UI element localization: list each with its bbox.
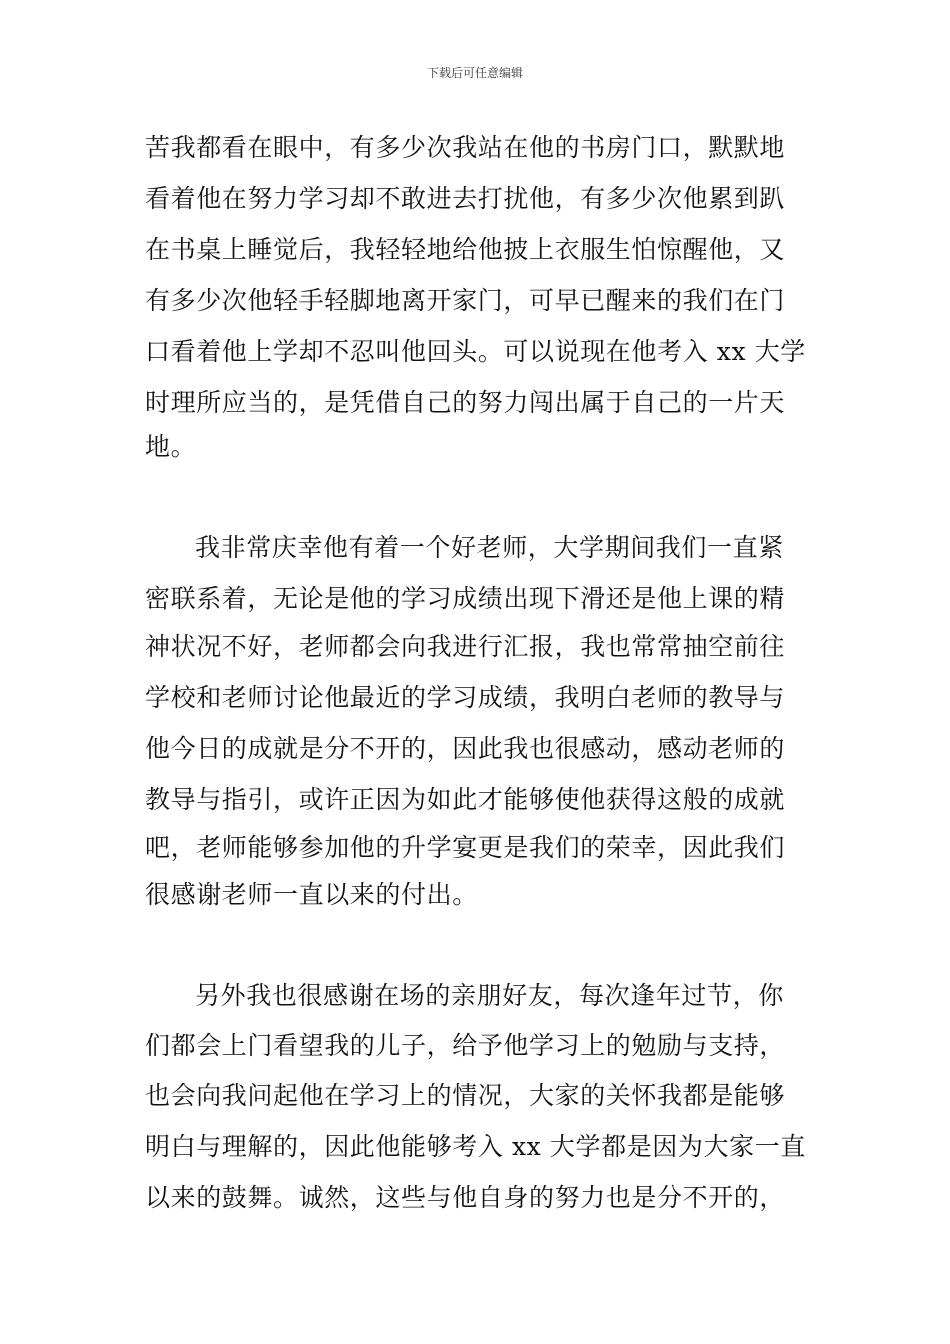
paragraph-2-line-5: 他今日的成就是分不开的，因此我也很感动，感动老师的 — [145, 734, 786, 763]
paragraph-1-line-7: 地。 — [145, 432, 197, 461]
paragraph-2-line-7: 吧，老师能够参加他的升学宴更是我们的荣幸，因此我们 — [145, 833, 786, 862]
paragraph-2-line-4: 学校和老师讨论他最近的学习成绩，我明白老师的教导与 — [145, 683, 786, 712]
paragraph-1-line-2: 看着他在努力学习却不敢进去打扰他，有多少次他累到趴 — [145, 184, 786, 213]
paragraph-3-line-5: 以来的鼓舞。诚然，这些与他自身的努力也是分不开的， — [145, 1183, 786, 1212]
paragraph-3-line-3: 也会向我问起他在学习上的情况，大家的关怀我都是能够 — [145, 1081, 786, 1110]
page-header: 下载后可任意编辑 — [426, 66, 523, 80]
paragraph-1-line-3: 在书桌上睡觉后，我轻轻地给他披上衣服生怕惊醒他，又 — [145, 235, 786, 264]
paragraph-1-line-4: 有多少次他轻手轻脚地离开家门，可早已醒来的我们在门 — [145, 286, 786, 315]
paragraph-3-line-4: 明白与理解的，因此他能够考入 xx 大学都是因为大家一直 — [145, 1132, 806, 1161]
paragraph-2-line-3: 神状况不好，老师都会向我进行汇报，我也常常抽空前往 — [145, 632, 786, 661]
paragraph-1-line-6: 时理所应当的，是凭借自己的努力闯出属于自己的一片天 — [145, 388, 786, 417]
paragraph-1-line-5: 口看着他上学却不忍叫他回头。可以说现在他考入 xx 大学 — [145, 337, 806, 366]
paragraph-3-line-1: 另外我也很感谢在场的亲朋好友，每次逢年过节，你 — [195, 981, 784, 1010]
paragraph-3-line-2: 们都会上门看望我的儿子，给予他学习上的勉励与支持， — [145, 1031, 786, 1060]
paragraph-1-line-1: 苦我都看在眼中，有多少次我站在他的书房门口，默默地 — [145, 133, 786, 162]
paragraph-2-line-2: 密联系着，无论是他的学习成绩出现下滑还是他上课的精 — [145, 584, 786, 613]
paragraph-2-line-8: 很感谢老师一直以来的付出。 — [145, 880, 478, 909]
paragraph-2-line-6: 教导与指引，或许正因为如此才能够使他获得这般的成就 — [145, 785, 786, 814]
paragraph-2-line-1: 我非常庆幸他有着一个好老师，大学期间我们一直紧 — [195, 533, 784, 562]
